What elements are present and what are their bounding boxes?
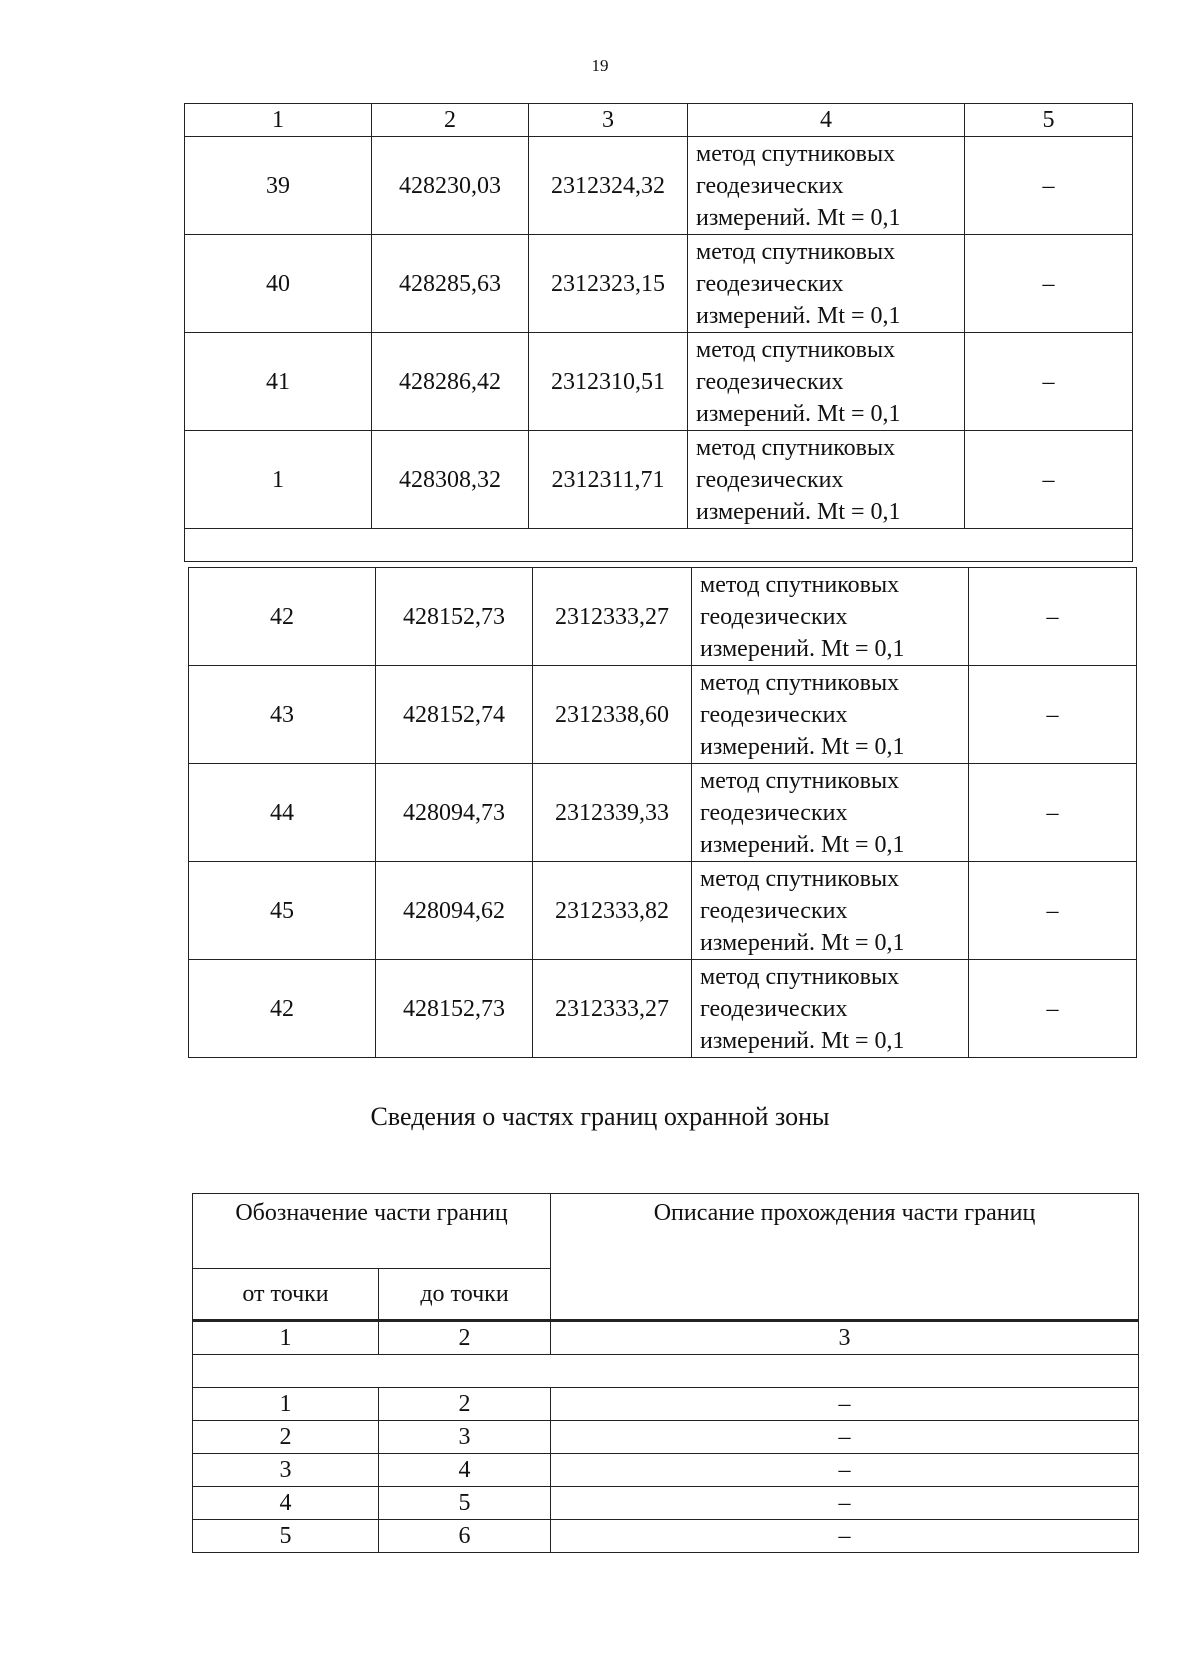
method-line: геодезических xyxy=(700,603,848,630)
method-line: геодезических xyxy=(696,368,844,395)
method-description xyxy=(692,862,969,960)
point-number: 43 xyxy=(189,666,376,764)
separator-row xyxy=(185,529,1133,562)
method-line: измерений. Mt = 0,1 xyxy=(700,733,905,760)
boundary-parts-table xyxy=(192,1193,1139,1553)
part-description: – xyxy=(551,1520,1139,1553)
column-number: 3 xyxy=(529,104,688,137)
from-point: 2 xyxy=(193,1421,379,1454)
header-description: Описание прохождения части границ xyxy=(551,1194,1139,1321)
method-line: измерений. Mt = 0,1 xyxy=(700,831,905,858)
page-number: 19 xyxy=(591,56,609,75)
table-row xyxy=(189,960,1137,1058)
coordinate-x: 428094,62 xyxy=(376,862,533,960)
table-row xyxy=(185,333,1133,431)
table-row xyxy=(189,764,1137,862)
accuracy-description: – xyxy=(969,862,1137,960)
method-line: измерений. Mt = 0,1 xyxy=(700,1027,905,1054)
to-point: 6 xyxy=(379,1520,551,1553)
method-line: геодезических xyxy=(700,701,848,728)
method-line: метод спутниковых xyxy=(700,963,900,990)
accuracy-description: – xyxy=(969,666,1137,764)
method-line: геодезических xyxy=(696,270,844,297)
coordinate-y: 2312333,27 xyxy=(533,568,692,666)
table-row xyxy=(185,431,1133,529)
method-line: метод спутниковых xyxy=(700,669,900,696)
table-row xyxy=(193,1454,1139,1487)
coordinate-x: 428308,32 xyxy=(372,431,529,529)
method-description xyxy=(692,764,969,862)
point-number: 40 xyxy=(185,235,372,333)
accuracy-description: – xyxy=(965,137,1133,235)
method-description xyxy=(692,666,969,764)
point-number: 41 xyxy=(185,333,372,431)
to-point: 5 xyxy=(379,1487,551,1520)
method-line: метод спутниковых xyxy=(696,140,896,167)
from-point: 1 xyxy=(193,1388,379,1421)
column-number: 3 xyxy=(551,1321,1139,1355)
parts-header-row xyxy=(193,1194,1139,1269)
column-number: 1 xyxy=(185,104,372,137)
coordinate-x: 428094,73 xyxy=(376,764,533,862)
accuracy-description: – xyxy=(965,235,1133,333)
accuracy-description: – xyxy=(965,431,1133,529)
method-line: измерений. Mt = 0,1 xyxy=(700,635,905,662)
table-row xyxy=(193,1421,1139,1454)
to-point: 3 xyxy=(379,1421,551,1454)
table-row xyxy=(193,1487,1139,1520)
point-number: 42 xyxy=(189,568,376,666)
coordinate-x: 428230,03 xyxy=(372,137,529,235)
method-line: измерений. Mt = 0,1 xyxy=(696,302,901,329)
method-description xyxy=(688,235,965,333)
table-row xyxy=(193,1520,1139,1553)
method-line: геодезических xyxy=(696,172,844,199)
column-number: 1 xyxy=(193,1321,379,1355)
column-number: 5 xyxy=(965,104,1133,137)
method-description xyxy=(688,137,965,235)
accuracy-description: – xyxy=(969,568,1137,666)
accuracy-description: – xyxy=(969,764,1137,862)
method-line: метод спутниковых xyxy=(696,238,896,265)
header-to-point: до точки xyxy=(379,1269,551,1321)
point-number: 45 xyxy=(189,862,376,960)
coordinate-y: 2312333,27 xyxy=(533,960,692,1058)
method-description xyxy=(688,431,965,529)
method-line: геодезических xyxy=(700,897,848,924)
part-description: – xyxy=(551,1454,1139,1487)
coordinate-y: 2312311,71 xyxy=(529,431,688,529)
from-point: 4 xyxy=(193,1487,379,1520)
coordinate-x: 428152,74 xyxy=(376,666,533,764)
method-description xyxy=(688,333,965,431)
method-description xyxy=(692,568,969,666)
method-line: геодезических xyxy=(696,466,844,493)
coordinate-y: 2312339,33 xyxy=(533,764,692,862)
to-point: 2 xyxy=(379,1388,551,1421)
method-line: измерений. Mt = 0,1 xyxy=(696,498,901,525)
coordinate-x: 428286,42 xyxy=(372,333,529,431)
method-line: метод спутниковых xyxy=(696,336,896,363)
part-description: – xyxy=(551,1487,1139,1520)
method-line: измерений. Mt = 0,1 xyxy=(696,400,901,427)
column-number: 4 xyxy=(688,104,965,137)
method-line: измерений. Mt = 0,1 xyxy=(700,929,905,956)
coordinate-y: 2312310,51 xyxy=(529,333,688,431)
part-description: – xyxy=(551,1421,1139,1454)
method-line: геодезических xyxy=(700,995,848,1022)
coordinate-x: 428152,73 xyxy=(376,568,533,666)
from-point: 5 xyxy=(193,1520,379,1553)
accuracy-description: – xyxy=(965,333,1133,431)
table-row xyxy=(193,1388,1139,1421)
separator-row xyxy=(193,1355,1139,1388)
table-row xyxy=(189,568,1137,666)
header-from-point: от точки xyxy=(193,1269,379,1321)
section-title: Сведения о частях границ охранной зоны xyxy=(370,1102,830,1131)
table-row xyxy=(185,137,1133,235)
table-row xyxy=(185,235,1133,333)
method-line: метод спутниковых xyxy=(700,767,900,794)
parts-column-numbers-row xyxy=(193,1321,1139,1355)
coordinate-y: 2312323,15 xyxy=(529,235,688,333)
method-line: метод спутниковых xyxy=(696,434,896,461)
point-number: 39 xyxy=(185,137,372,235)
to-point: 4 xyxy=(379,1454,551,1487)
table-row xyxy=(189,666,1137,764)
separator-cell xyxy=(185,529,1133,562)
coordinates-table-part-b xyxy=(188,567,1137,1058)
method-line: геодезических xyxy=(700,799,848,826)
accuracy-description: – xyxy=(969,960,1137,1058)
from-point: 3 xyxy=(193,1454,379,1487)
separator-cell xyxy=(193,1355,1139,1388)
method-line: метод спутниковых xyxy=(700,865,900,892)
table-row xyxy=(189,862,1137,960)
coordinate-x: 428285,63 xyxy=(372,235,529,333)
column-number: 2 xyxy=(372,104,529,137)
part-description: – xyxy=(551,1388,1139,1421)
header-designation: Обозначение части границ xyxy=(193,1194,551,1269)
method-line: измерений. Mt = 0,1 xyxy=(696,204,901,231)
point-number: 42 xyxy=(189,960,376,1058)
coordinate-y: 2312338,60 xyxy=(533,666,692,764)
column-numbers-row xyxy=(185,104,1133,137)
coordinate-y: 2312324,32 xyxy=(529,137,688,235)
method-description xyxy=(692,960,969,1058)
point-number: 1 xyxy=(185,431,372,529)
coordinate-x: 428152,73 xyxy=(376,960,533,1058)
point-number: 44 xyxy=(189,764,376,862)
method-line: метод спутниковых xyxy=(700,571,900,598)
column-number: 2 xyxy=(379,1321,551,1355)
coordinate-y: 2312333,82 xyxy=(533,862,692,960)
coordinates-table-part-a xyxy=(184,103,1133,562)
